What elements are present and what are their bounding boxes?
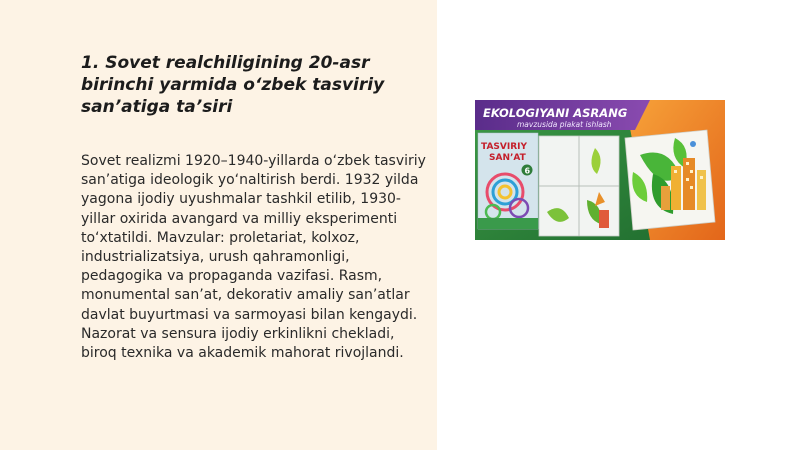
slide-title: 1. Sovet realchiligining 20-asr birinchi yarmida o‘zbek tasviriy san’atiga ta’siri xyxy=(81,53,385,117)
banner-subtitle: mavzusida plakat ishlash xyxy=(517,120,612,129)
finished-poster xyxy=(625,130,715,230)
ecology-poster-image xyxy=(475,100,725,240)
paper-panels xyxy=(539,136,619,236)
book-title-line1: TASVIRIY xyxy=(481,142,527,152)
book-grade: 6 xyxy=(524,166,531,176)
slide-body-text: Sovet realizmi 1920–1940-yillarda o‘zbek tasviriy san’atiga ideologik yo‘naltirish berdi. 1932 yilda yagona ijodiy uyushmalar tashkil etilib, 1930-yillar oxirida avangard va milliy eksperimenti to‘xtatildi. Mavzular: proletariat, kolxoz, industrializatsiya, urush qahramonligi, pedagogika va propaganda vazifasi. Rasm, monumental san’at, dekorativ amaliy san’atlar davlat buyurtmasi va sarmoyasi bilan kengaydi. Nazorat va sensura ijodiy erkinlikni chekladi, biroq texnika va akademik mahorat rivojlandi. xyxy=(81,153,426,362)
textbook-cover xyxy=(478,133,538,229)
book-title-line2: SAN’AT xyxy=(489,153,526,163)
banner-title: EKOLOGIYANI ASRANG xyxy=(483,106,628,120)
